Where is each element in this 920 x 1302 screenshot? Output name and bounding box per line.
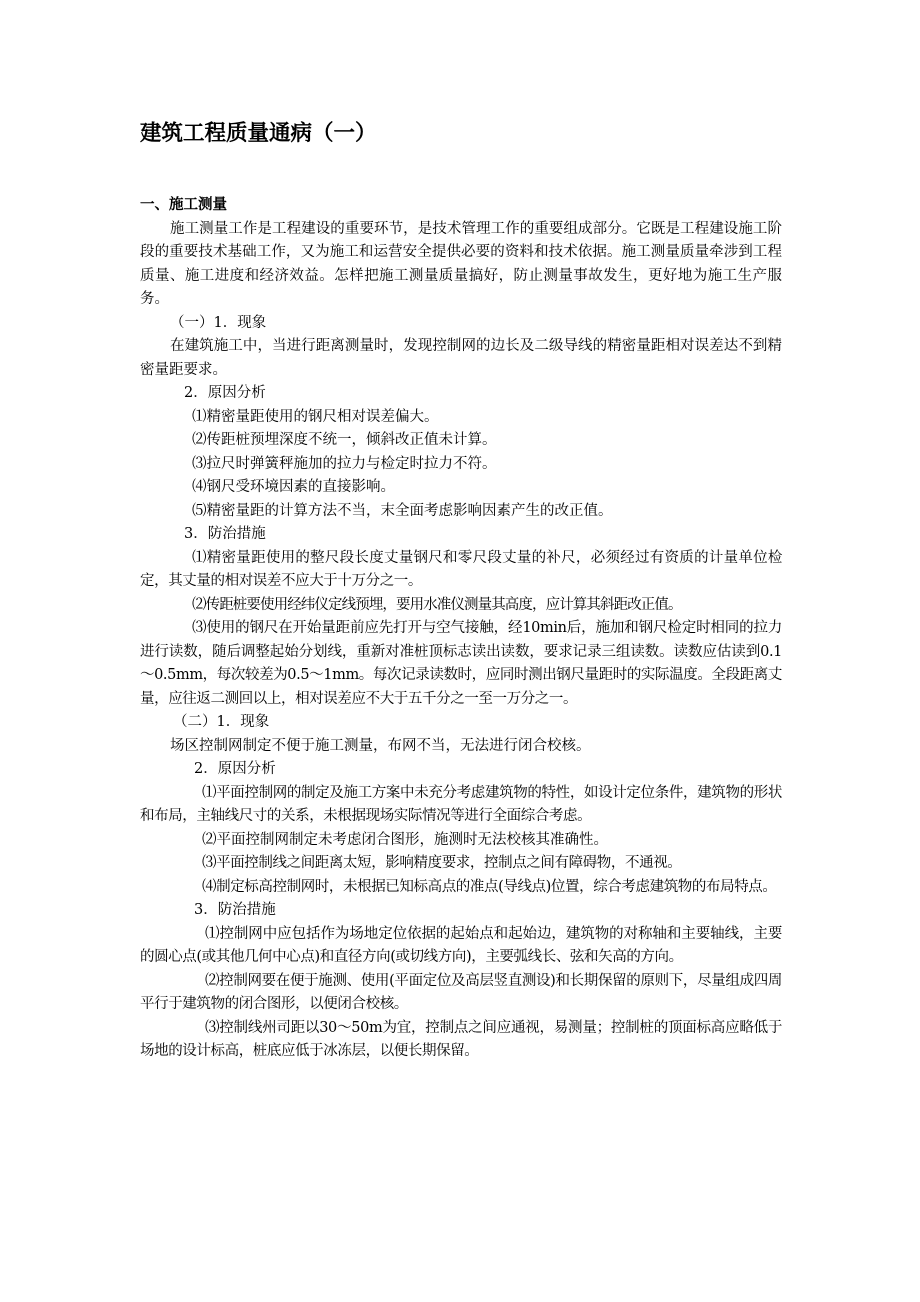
- list-item: ⑴精密量距使用的整尺段长度丈量钢尺和零尺段丈量的补尺，必须经过有资质的计量单位检定，其丈量的相对误差不应大于十万分之一。: [140, 549, 782, 589]
- intro-paragraph: 施工测量工作是工程建设的重要环节，是技术管理工作的重要组成部分。它既是工程建设施工阶段的重要技术基础工作，又为施工和运营安全提供必要的资料和技术依据。施工测量质量牵涉到工程质量、施工进度和经济效益。怎样把施工测量质量搞好，防止测量事故发生，更好地为施工生产服务。: [140, 220, 782, 307]
- list-item: ⑵平面控制网制定未考虑闭合图形，施测时无法校核其准确性。: [202, 831, 608, 848]
- document-title: 建筑工程质量通病（一）: [140, 121, 377, 146]
- list-item: ⑴平面控制网的制定及施工方案中未充分考虑建筑物的特性，如设计定位条件，建筑物的形状和布局，主轴线尺寸的关系，未根据现场实际情况等进行全面综合考虑。: [140, 784, 782, 824]
- list-item: ⑴控制网中应包括作为场地定位依据的起始点和起始边，建筑物的对称轴和主要轴线，主要的圆心点(或其他几何中心点)和直径方向(或切线方向)，主要弧线长、弦和矢高的方向。: [140, 925, 782, 965]
- section-heading: 一、施工测量: [140, 197, 227, 213]
- list-item: ⑵传距桩预埋深度不统一，倾斜改正值未计算。: [192, 432, 497, 448]
- list-item: ⑵控制网要在便于施测、使用(平面定位及高层竖直测设)和长期保留的原则下，尽量组成四周平行于建筑物的闭合图形，以便闭合校核。: [140, 972, 782, 1012]
- list-item: ⑸精密量距的计算方法不当，末全面考虑影响因素产生的改正值。: [192, 502, 613, 519]
- subsection-heading: 2．原因分析: [184, 385, 266, 401]
- subsection-heading: 2．原因分析: [194, 761, 276, 777]
- list-item: ⑶使用的钢尺在开始量距前应先打开与空气接触，经10min后，施加和钢尺检定时相同的拉力进行读数，随后调整起始分划线，重新对准桩顶标志读出读数，要求记录三组读数。读数应估读到0.1～0.5mm，每次较差为0.5～1mm。每次记录读数时，应同时测出钢尺量距时的实际温度。全段距离丈量，应往返二测回以上，相对误差应不大于五千分之一至一万分之一。: [140, 620, 782, 707]
- list-item: ⑶平面控制线之间距离太短，影响精度要求，控制点之间有障碍物，不通视。: [202, 855, 682, 871]
- subsection-heading: （二）1．现象: [173, 714, 270, 730]
- subsection-heading: 3．防治措施: [194, 902, 276, 918]
- body-paragraph: 在建筑施工中，当进行距离测量时，发现控制网的边长及二级导线的精密量距相对误差达不到精密量距要求。: [140, 338, 782, 378]
- document-page: [140, 118, 782, 1064]
- list-item: ⑶控制线州司距以30～50m为宜，控制点之间应通视，易测量；控制桩的顶面标高应略低于场地的设计标高，桩底应低于冰冻层，以便长期保留。: [140, 1019, 782, 1059]
- list-item: ⑴精密量距使用的钢尺相对误差偏大。: [192, 408, 439, 425]
- subsection-heading: （一）1．现象: [170, 314, 267, 331]
- list-item: ⑷钢尺受环境因素的直接影响。: [192, 479, 395, 495]
- body-paragraph: 场区控制网制定不便于施工测量，布网不当，无法进行闭合校核。: [170, 737, 591, 754]
- list-item: ⑶拉尺时弹簧秤施加的拉力与检定时拉力不符。: [192, 455, 497, 472]
- list-item: ⑷制定标高控制网时，未根据已知标高点的准点(导线点)位置，综合考虑建筑物的布局特点。: [202, 878, 777, 895]
- subsection-heading: 3．防治措施: [184, 526, 266, 542]
- list-item: ⑵传距桩要使用经纬仪定线预埋，要用水准仪测量其高度，应计算其斜距改正值。: [192, 596, 682, 613]
